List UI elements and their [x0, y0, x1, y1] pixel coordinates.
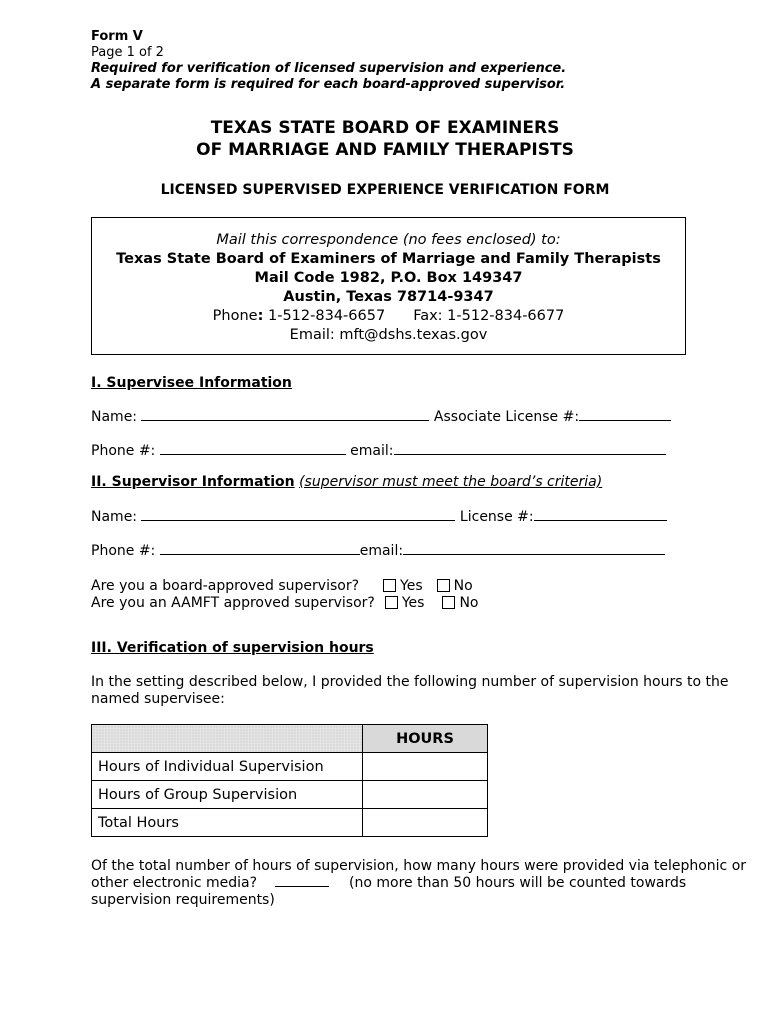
- section-3-intro-line2: named supervisee:: [91, 691, 225, 707]
- supervisor-phone-field[interactable]: [160, 553, 360, 555]
- supervisee-phone-field[interactable]: [160, 453, 346, 455]
- phone-number: 1-512-834-6657: [263, 308, 386, 324]
- board-approved-label: Are you a board-approved supervisor?: [91, 578, 360, 594]
- hours-header: HOURS: [363, 725, 488, 753]
- mail-address-1: Mail Code 1982, P.O. Box 149347: [254, 270, 523, 286]
- associate-license-label: Associate License #:: [429, 409, 580, 425]
- supervisee-email-field[interactable]: [394, 453, 666, 455]
- table-row: [92, 781, 488, 809]
- header-note-2: A separate form is required for each board-approved supervisor.: [91, 77, 566, 92]
- board-approved-question: [91, 578, 473, 594]
- mail-org: Texas State Board of Examiners of Marriage and Family Therapists: [116, 251, 661, 267]
- total-hours-field[interactable]: [363, 809, 488, 837]
- group-supervision-label: Hours of Group Supervision: [92, 781, 363, 809]
- email-label: email:: [359, 543, 404, 559]
- no-label: No: [453, 578, 473, 594]
- section-3-heading: III. Verification of supervision hours: [91, 640, 374, 656]
- board-title-line1: TEXAS STATE BOARD OF EXAMINERS: [210, 118, 560, 138]
- table-row: [92, 809, 488, 837]
- email-label: email:: [345, 443, 394, 459]
- individual-supervision-label: Hours of Individual Supervision: [92, 753, 363, 781]
- supervisor-email-field[interactable]: [403, 553, 665, 555]
- supervisee-phone-row: [91, 443, 666, 459]
- section-2-heading: II. Supervisor Information: [91, 474, 295, 490]
- section-2-heading-row: [91, 474, 602, 490]
- mailing-address-box: [91, 217, 686, 355]
- aamft-label: Are you an AAMFT approved supervisor?: [91, 595, 375, 611]
- phone-label: Phone #:: [91, 443, 160, 459]
- supervisee-name-row: [91, 409, 671, 425]
- mail-address-2: Austin, Texas 78714-9347: [283, 289, 494, 305]
- telephonic-question-line2: [91, 875, 686, 892]
- supervisor-phone-row: [91, 543, 665, 559]
- page-number: Page 1 of 2: [91, 45, 164, 60]
- group-supervision-hours-field[interactable]: [363, 781, 488, 809]
- mail-phone-fax: [92, 308, 685, 324]
- board-approved-no-checkbox[interactable]: [437, 579, 450, 592]
- phone-colon: :: [257, 308, 264, 324]
- name-label: Name:: [91, 409, 142, 425]
- supervisor-license-field[interactable]: [534, 519, 667, 521]
- form-title: LICENSED SUPERVISED EXPERIENCE VERIFICATION FORM: [160, 182, 610, 198]
- telephonic-question-label: other electronic media?: [91, 875, 258, 891]
- associate-license-field[interactable]: [579, 419, 671, 421]
- board-title-line2: OF MARRIAGE AND FAMILY THERAPISTS: [196, 140, 574, 160]
- table-header-row: [92, 725, 488, 753]
- hours-table: [91, 724, 488, 837]
- telephonic-note: (no more than 50 hours will be counted towards: [349, 875, 687, 891]
- table-row: [92, 753, 488, 781]
- no-label: No: [459, 595, 479, 611]
- aamft-yes-checkbox[interactable]: [385, 596, 398, 609]
- aamft-question: [91, 595, 479, 611]
- fax-number: Fax: 1-512-834-6677: [413, 308, 565, 324]
- phone-label: Phone #:: [91, 543, 160, 559]
- mail-email: Email: mft@dshs.texas.gov: [289, 327, 488, 343]
- license-label: License #:: [455, 509, 534, 525]
- supervisor-name-row: [91, 509, 667, 525]
- mail-intro: Mail this correspondence (no fees enclosed) to:: [216, 232, 561, 248]
- telephonic-question-line3: supervision requirements): [91, 892, 275, 908]
- telephonic-question-line1: Of the total number of hours of supervision, how many hours were provided via telephonic or: [91, 858, 747, 874]
- section-2-note: (supervisor must meet the board’s criteria): [299, 474, 603, 490]
- yes-label: Yes: [400, 578, 423, 594]
- form-id: Form V: [91, 29, 143, 44]
- section-1-heading: I. Supervisee Information: [91, 375, 292, 391]
- total-hours-label: Total Hours: [92, 809, 363, 837]
- phone-label: Phone: [212, 308, 258, 324]
- name-label: Name:: [91, 509, 142, 525]
- table-header-blank: [92, 725, 363, 753]
- header-note-1: Required for verification of licensed supervision and experience.: [91, 61, 567, 76]
- aamft-no-checkbox[interactable]: [442, 596, 455, 609]
- telephonic-hours-field[interactable]: [275, 885, 329, 887]
- supervisee-name-field[interactable]: [141, 419, 429, 421]
- individual-supervision-hours-field[interactable]: [363, 753, 488, 781]
- board-approved-yes-checkbox[interactable]: [383, 579, 396, 592]
- yes-label: Yes: [401, 595, 425, 611]
- supervisor-name-field[interactable]: [141, 519, 455, 521]
- section-3-intro-line1: In the setting described below, I provided the following number of supervision hours to the: [91, 674, 729, 690]
